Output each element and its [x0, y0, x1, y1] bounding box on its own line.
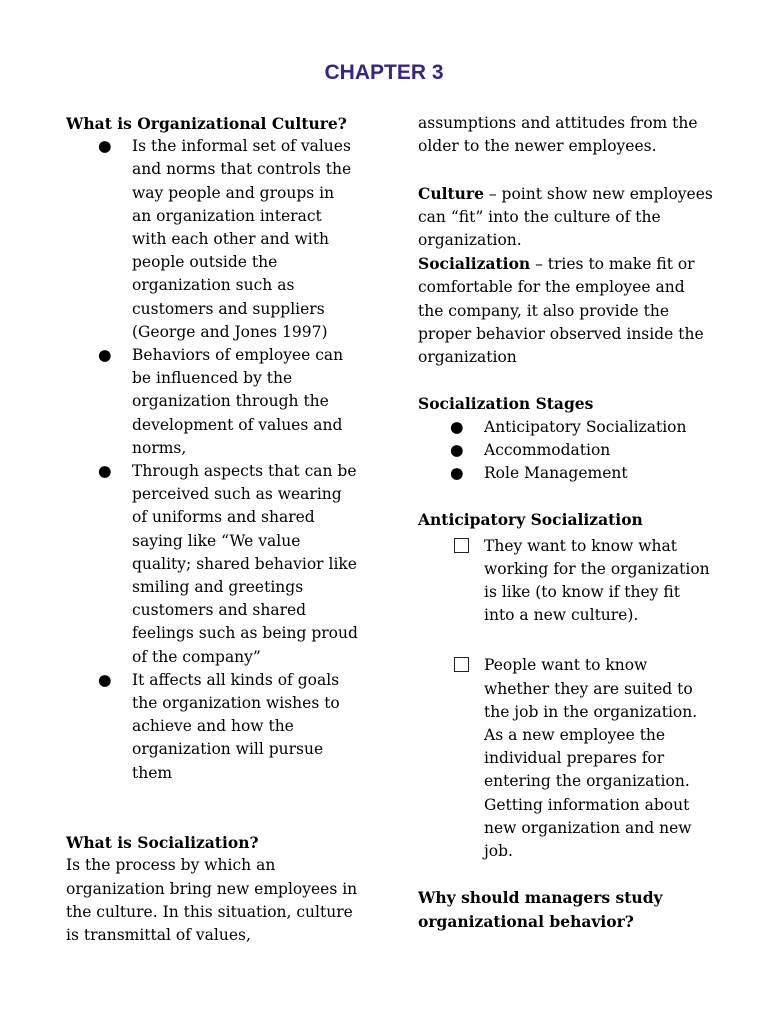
list-item — [66, 135, 358, 344]
spacer — [418, 485, 714, 508]
culture-bullet-list — [66, 135, 358, 785]
heading-socialization: What is Socialization? — [66, 833, 259, 853]
heading-organizational-culture: What is Organizational Culture? — [66, 114, 347, 133]
chapter-title: CHAPTER 3 — [324, 61, 444, 84]
list-item — [66, 669, 358, 785]
anticipatory-checkbox-list — [418, 535, 714, 864]
socialization-paragraph: Is the process by which an organization bring new employees in the culture. In this situation, culture is transmittal of values, — [66, 856, 358, 945]
bullet-dot-icon: ● — [450, 464, 464, 483]
list-item-text: Through aspects that can be perceived such as wearing of uniforms and shared saying like “We value quality; shared behavior like smiling and greetings customers and shared feelings such as being proud of the company” — [132, 462, 358, 666]
heading-socialization-stages: Socialization Stages — [418, 394, 594, 414]
bullet-dot-icon: ● — [450, 440, 464, 459]
list-item — [418, 535, 714, 628]
bullet-dot-icon: ● — [98, 670, 112, 689]
spacer — [418, 158, 714, 181]
socialization-term: Socialization — [418, 254, 531, 274]
bullet-dot-icon: ● — [98, 137, 112, 156]
culture-term: Culture — [418, 183, 484, 203]
list-item-text: Role Management — [484, 464, 628, 483]
list-item-text: Is the informal set of values and norms that controls the way people and groups in an organization interact with each other and with people outside the organization such as customers and suppliers (George and Jones 1997) — [132, 137, 352, 341]
list-item-text: It affects all kinds of goals the organization wishes to achieve and how the organization will pursue them — [132, 670, 340, 782]
list-item — [418, 654, 714, 863]
list-item — [418, 416, 714, 439]
spacer — [66, 785, 358, 808]
right-column — [418, 112, 714, 933]
spacer — [66, 808, 358, 831]
culture-definition — [418, 182, 714, 253]
checkbox-icon — [454, 538, 469, 553]
list-item — [418, 439, 714, 462]
spacer — [418, 369, 714, 392]
checkbox-icon — [454, 657, 469, 672]
left-column — [66, 112, 358, 947]
list-item-text: Behaviors of employee can be influenced by the organization through the development of values and norms, — [132, 346, 344, 457]
bullet-dot-icon: ● — [98, 462, 112, 481]
list-item-text: Anticipatory Socialization — [484, 417, 687, 436]
bullet-dot-icon: ● — [450, 417, 464, 436]
list-item-text: People want to know whether they are suited to the job in the organization. As a new employee the individual prepares for entering the organization. Getting information about new organization and new job. — [484, 656, 698, 861]
continuation-paragraph: assumptions and attitudes from the older to the newer employees. — [418, 114, 698, 156]
heading-anticipatory-socialization: Anticipatory Socialization — [418, 510, 643, 530]
list-item-text: Accommodation — [484, 440, 611, 459]
heading-why-managers: Why should managers study organizational behavior? — [418, 888, 663, 931]
stages-list — [418, 416, 714, 486]
culture-definition-text: – point show new employees can “fit” into the culture of the organization. — [418, 184, 713, 249]
list-item — [66, 344, 358, 460]
spacer — [418, 863, 714, 886]
list-item-text: They want to know what working for the organization is like (to know if they fit into a new culture). — [484, 536, 710, 625]
socialization-definition — [418, 252, 714, 369]
list-item — [66, 460, 358, 669]
bullet-dot-icon: ● — [98, 346, 112, 365]
list-item — [418, 462, 714, 485]
socialization-definition-text: – tries to make fit or comfortable for the employee and the company, it also provide the proper behavior observed inside the organization — [418, 255, 704, 367]
